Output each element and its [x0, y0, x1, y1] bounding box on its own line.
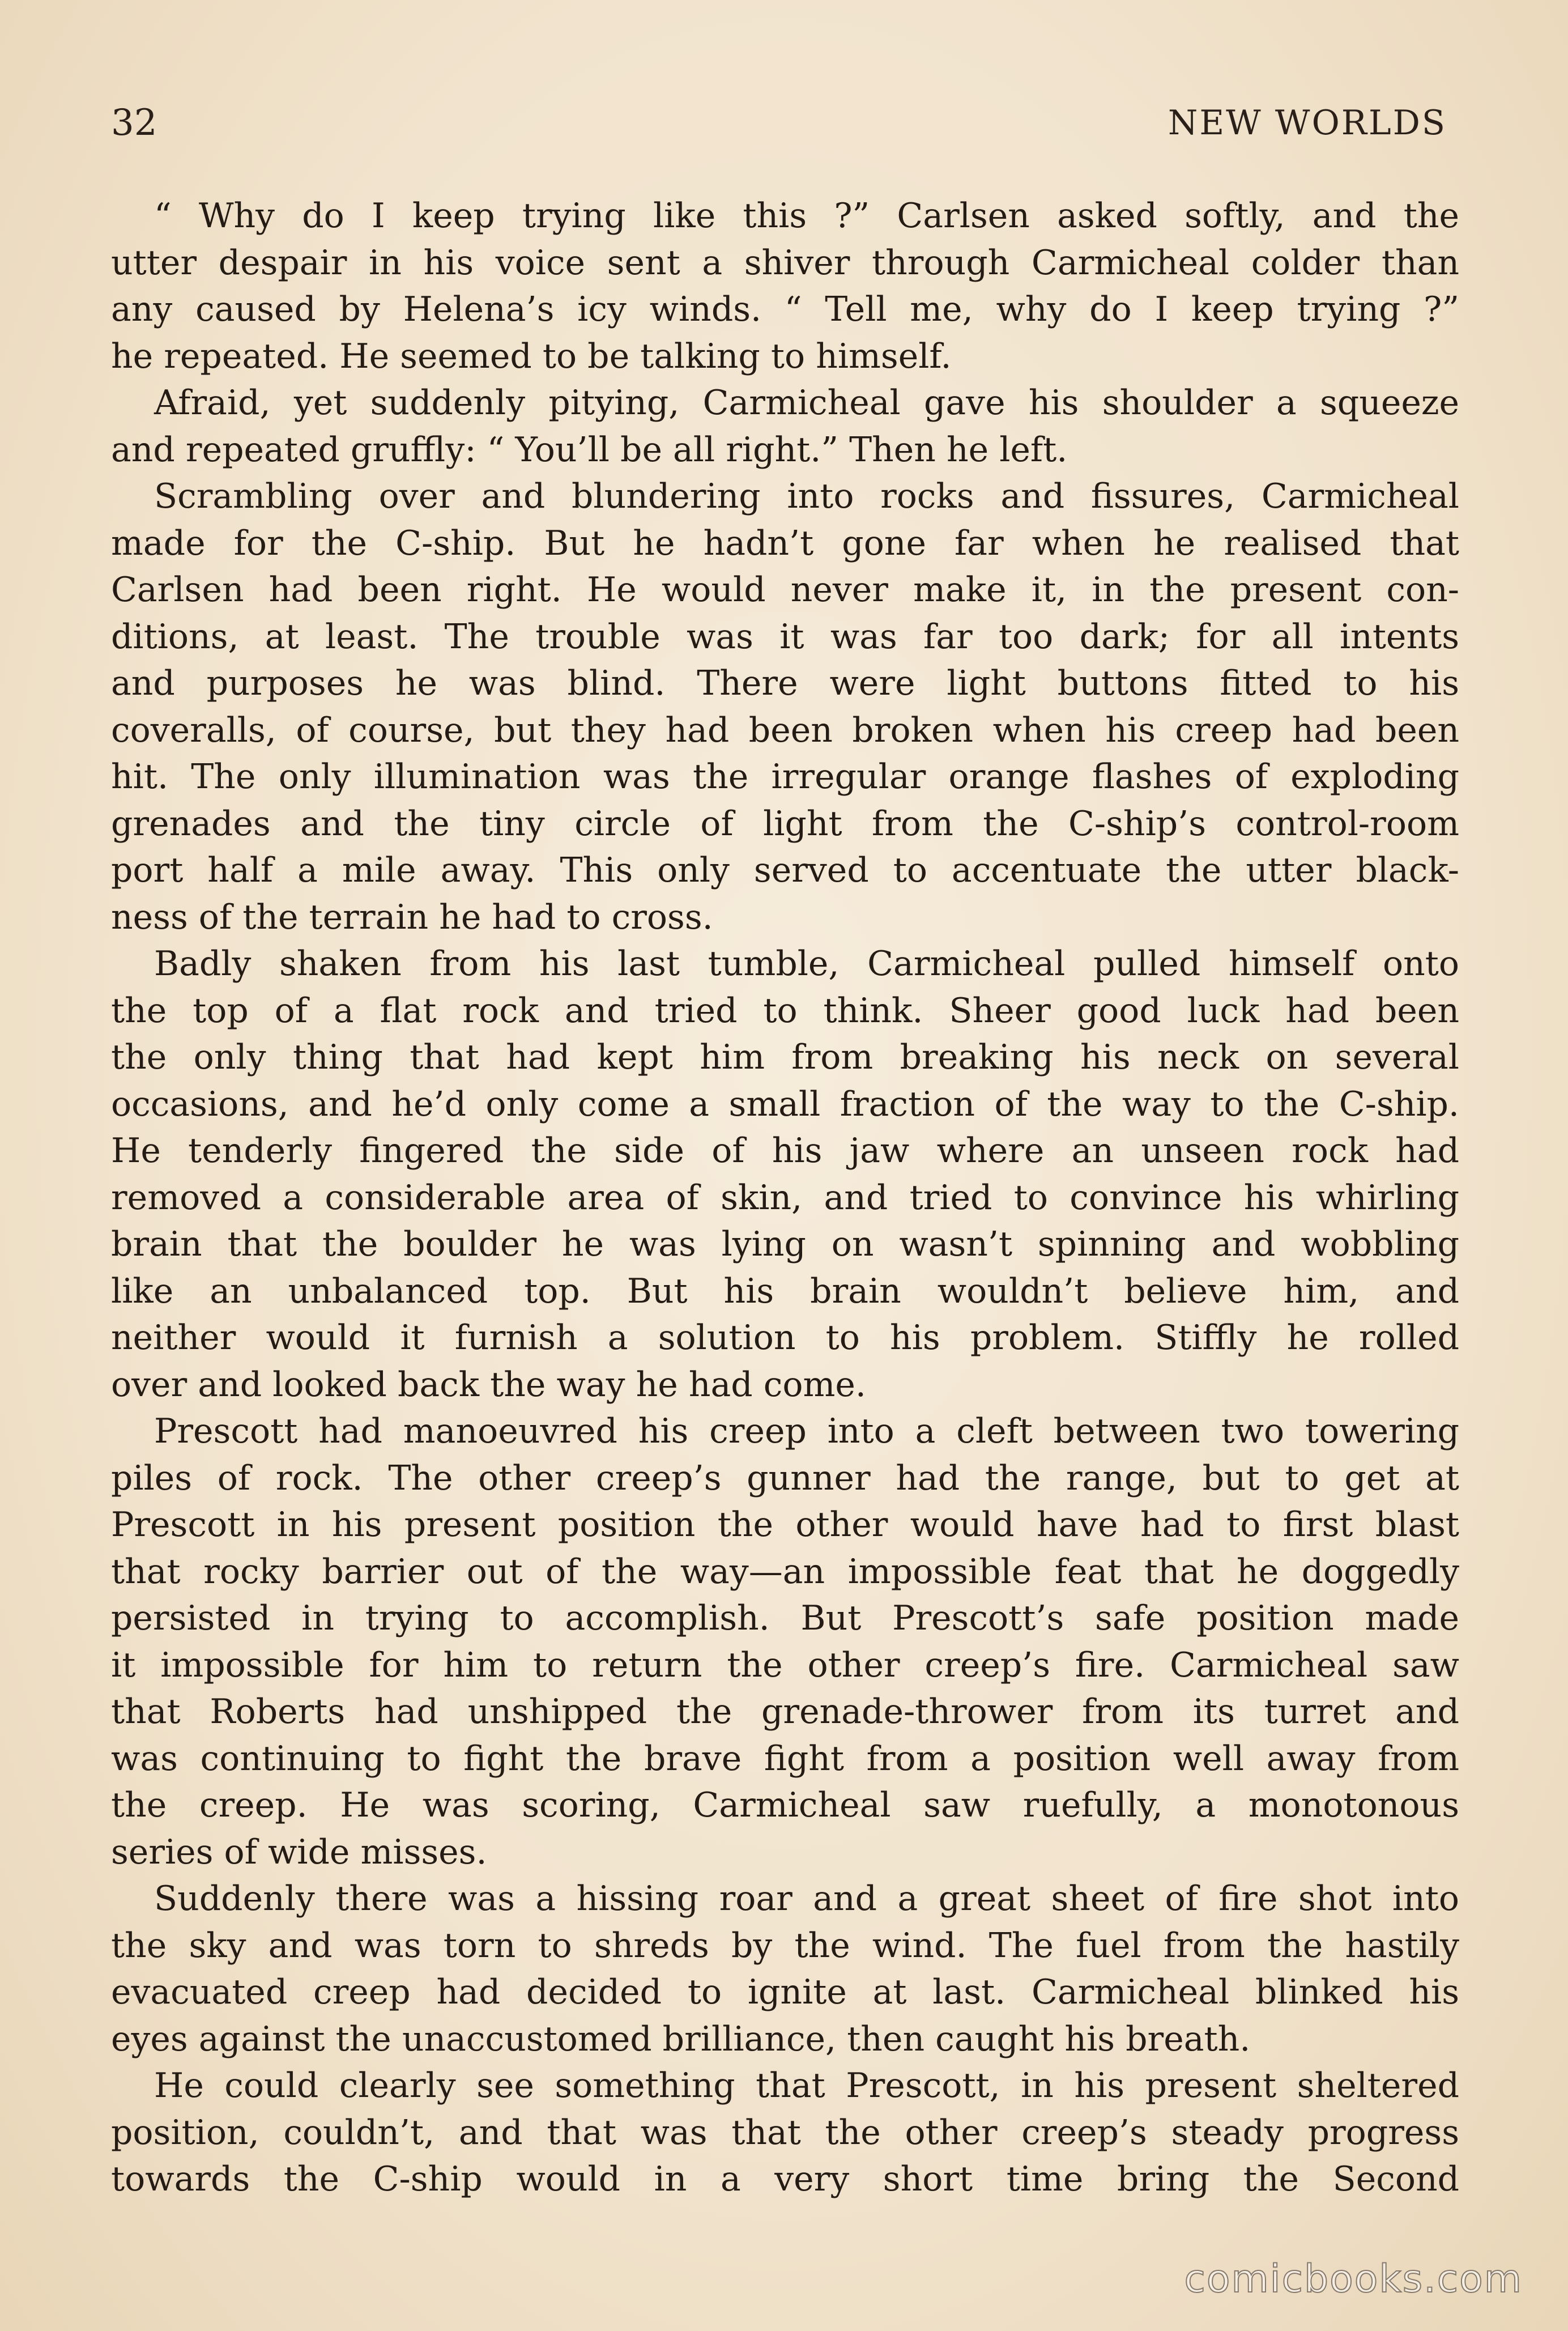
- text-line: was continuing to fight the brave fight from a position well away from: [111, 1738, 1459, 1779]
- text-line: brain that the boulder he was lying on wasn’t spinning and wobbling: [111, 1224, 1459, 1264]
- text-line: removed a considerable area of skin, and tried to convince his whirling: [111, 1177, 1459, 1218]
- text-line: persisted in trying to accomplish. But Prescott’s safe position made: [111, 1598, 1459, 1638]
- text-line: made for the C-ship. But he hadn’t gone far when he realised that: [111, 523, 1459, 563]
- text-line: that rocky barrier out of the way—an impossible feat that he doggedly: [111, 1551, 1459, 1592]
- text-line: over and looked back the way he had come.: [111, 1364, 866, 1405]
- text-line: ditions, at least. The trouble was it was far too dark; for all intents: [111, 616, 1459, 657]
- paragraph: [111, 193, 1459, 380]
- text-line: grenades and the tiny circle of light from the C-ship’s control-room: [111, 803, 1459, 844]
- text-line: Scrambling over and blundering into rocks and fissures, Carmicheal: [154, 477, 1459, 516]
- text-line: and purposes he was blind. There were light buttons fitted to his: [111, 663, 1459, 703]
- text-line: Carlsen had been right. He would never make it, in the present con-: [111, 570, 1459, 610]
- paragraph: [111, 2062, 1459, 2203]
- text-line: that Roberts had unshipped the grenade-thrower from its turret and: [111, 1692, 1459, 1732]
- text-line: Badly shaken from his last tumble, Carmicheal pulled himself onto: [154, 944, 1459, 984]
- text-line: hit. The only illumination was the irregular orange flashes of exploding: [111, 757, 1459, 797]
- paragraph: [111, 941, 1459, 1408]
- text-line: and repeated gruffly: “ You’ll be all right.” Then he left.: [111, 429, 1068, 470]
- text-line: He tenderly fingered the side of his jaw where an unseen rock had: [111, 1131, 1459, 1171]
- text-line: evacuated creep had decided to ignite at last. Carmicheal blinked his: [111, 1972, 1459, 2012]
- text-line: Suddenly there was a hissing roar and a great sheet of fire shot into: [154, 1879, 1459, 1919]
- text-line: occasions, and he’d only come a small fraction of the way to the C-ship.: [111, 1084, 1459, 1124]
- text-line: neither would it furnish a solution to his problem. Stiffly he rolled: [111, 1318, 1459, 1358]
- watermark: comicbooks.com: [1184, 2257, 1523, 2302]
- text-line: “ Why do I keep trying like this ?” Carlsen asked softly, and the: [154, 196, 1459, 236]
- page-number: 32: [111, 102, 157, 144]
- text-line: the top of a flat rock and tried to think. Sheer good luck had been: [111, 990, 1459, 1031]
- page-header: [111, 97, 1457, 148]
- text-line: He could clearly see something that Prescott, in his present sheltered: [154, 2066, 1459, 2105]
- text-line: ness of the terrain he had to cross.: [111, 897, 713, 937]
- text-line: the creep. He was scoring, Carmicheal saw ruefully, a monotonous: [111, 1785, 1459, 1825]
- text-line: he repeated. He seemed to be talking to himself.: [111, 336, 952, 376]
- text-line: Prescott in his present position the other would have had to first blast: [111, 1505, 1459, 1545]
- text-line: series of wide misses.: [111, 1832, 487, 1872]
- text-line: the only thing that had kept him from breaking his neck on several: [111, 1037, 1459, 1077]
- text-line: like an unbalanced top. But his brain wouldn’t believe him, and: [111, 1271, 1459, 1311]
- text-line: eyes against the unaccustomed brilliance, then caught his breath.: [111, 2019, 1251, 2059]
- text-line: position, couldn’t, and that was that the other creep’s steady progress: [111, 2112, 1459, 2153]
- text-line: towards the C-ship would in a very short time bring the Second: [111, 2159, 1459, 2199]
- text-line: any caused by Helena’s icy winds. “ Tell me, why do I keep trying ?”: [111, 290, 1459, 329]
- body-text: [111, 193, 1459, 2203]
- paragraph: [111, 380, 1459, 473]
- running-title: NEW WORLDS: [1168, 103, 1447, 143]
- paragraph: [111, 1875, 1459, 2062]
- paragraph: [111, 473, 1459, 941]
- text-line: it impossible for him to return the other creep’s fire. Carmicheal saw: [111, 1645, 1459, 1685]
- text-line: port half a mile away. This only served to accentuate the utter black-: [111, 850, 1459, 890]
- text-line: utter despair in his voice sent a shiver through Carmicheal colder than: [111, 243, 1459, 283]
- text-line: piles of rock. The other creep’s gunner had the range, but to get at: [111, 1458, 1459, 1498]
- text-line: coveralls, of course, but they had been broken when his creep had been: [111, 710, 1459, 750]
- text-line: Afraid, yet suddenly pitying, Carmicheal gave his shoulder a squeeze: [154, 383, 1459, 423]
- paragraph: [111, 1408, 1459, 1875]
- text-line: the sky and was torn to shreds by the wind. The fuel from the hastily: [111, 1925, 1459, 1966]
- text-line: Prescott had manoeuvred his creep into a cleft between two towering: [154, 1411, 1459, 1451]
